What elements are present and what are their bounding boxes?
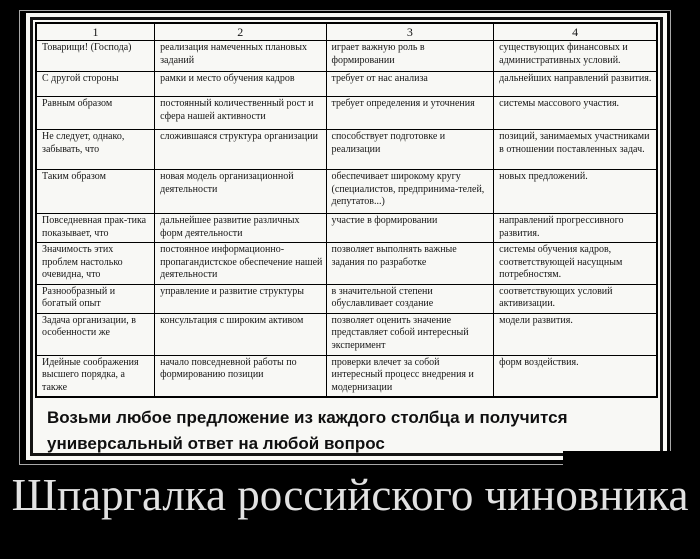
table-cell: Повседневная прак-тика показывает, что	[36, 214, 155, 243]
table-cell: способствует подготовке и реализации	[326, 130, 494, 170]
table-cell: начало повседневной работы по формированию позиции	[155, 355, 326, 397]
table-row	[36, 355, 657, 397]
table-cell: Разнообразный и богатый опыт	[36, 284, 155, 313]
table-cell: Равным образом	[36, 97, 155, 130]
table-cell: системы массового участия.	[494, 97, 657, 130]
table-cell: новых предложений.	[494, 170, 657, 214]
caption-text: Возьми любое предложение из каждого столбца и получится универсальный ответ на любой вопрос	[47, 408, 568, 453]
table-cell: Товарищи! (Господа)	[36, 41, 155, 72]
table-cell: обеспечивает широкому кругу (специалистов, предпринима-телей, депутатов...)	[326, 170, 494, 214]
table-cell: в значительной степени обуславливает создание	[326, 284, 494, 313]
column-header: 2	[155, 23, 326, 41]
table-cell: соответствующих условий активизации.	[494, 284, 657, 313]
table-cell: управление и развитие структуры	[155, 284, 326, 313]
table-cell: требует от нас анализа	[326, 72, 494, 97]
table-row	[36, 130, 657, 170]
table-cell: форм воздействия.	[494, 355, 657, 397]
table-cell: консультация с широким активом	[155, 313, 326, 355]
table-cell: направлений прогрессивного развития.	[494, 214, 657, 243]
demotivator-title: Шпаргалка российского чиновника	[11, 470, 689, 520]
table-cell: реализация намеченных плановых заданий	[155, 41, 326, 72]
table-cell: рамки и место обучения кадров	[155, 72, 326, 97]
cheat-sheet-table	[35, 22, 658, 398]
table-cell: позиций, занимаемых участниками в отношении поставленных задач.	[494, 130, 657, 170]
table-cell: дальнейшее развитие различных форм деятельности	[155, 214, 326, 243]
table-cell: требует определения и уточнения	[326, 97, 494, 130]
table-cell: позволяет выполнять важные задания по разработке	[326, 243, 494, 285]
table-cell: играет важную роль в формировании	[326, 41, 494, 72]
table-row	[36, 284, 657, 313]
table-cell: существующих финансовых и административных условий.	[494, 41, 657, 72]
column-header: 4	[494, 23, 657, 41]
table-cell: постоянный количественный рост и сфера нашей активности	[155, 97, 326, 130]
table-cell: участие в формировании	[326, 214, 494, 243]
table-cell: Не следует, однако, забывать, что	[36, 130, 155, 170]
table-cell: постоянное информационно-пропагандистское обеспечение нашей деятельности	[155, 243, 326, 285]
table-cell: Идейные соображения высшего порядка, а также	[36, 355, 155, 397]
table-body	[36, 41, 657, 398]
scanned-table-image	[26, 13, 667, 460]
table-cell: позволяет оценить значение представляет собой интересный эксперимент	[326, 313, 494, 355]
table-cell: Значимость этих проблем настолько очевидна, что	[36, 243, 155, 285]
table-cell: новая модель организационной деятельности	[155, 170, 326, 214]
table-row	[36, 313, 657, 355]
table-cell: Задача организации, в особенности же	[36, 313, 155, 355]
table-cell: модели развития.	[494, 313, 657, 355]
column-header: 1	[36, 23, 155, 41]
table-row	[36, 170, 657, 214]
table-cell: дальнейших направлений развития.	[494, 72, 657, 97]
table-cell: С другой стороны	[36, 72, 155, 97]
table-row	[36, 41, 657, 72]
column-header: 3	[326, 23, 494, 41]
table-cell: сложившаяся структура организации	[155, 130, 326, 170]
table-row	[36, 97, 657, 130]
table-row	[36, 23, 657, 41]
scan-border	[30, 17, 663, 456]
table-cell: Таким образом	[36, 170, 155, 214]
table-row	[36, 72, 657, 97]
table-row	[36, 243, 657, 285]
table-cell: проверки влечет за собой интересный процесс внедрения и модернизации	[326, 355, 494, 397]
table-header-row	[36, 23, 657, 41]
table-row	[36, 214, 657, 243]
table-cell: системы обучения кадров, соответствующей насущным потребностям.	[494, 243, 657, 285]
